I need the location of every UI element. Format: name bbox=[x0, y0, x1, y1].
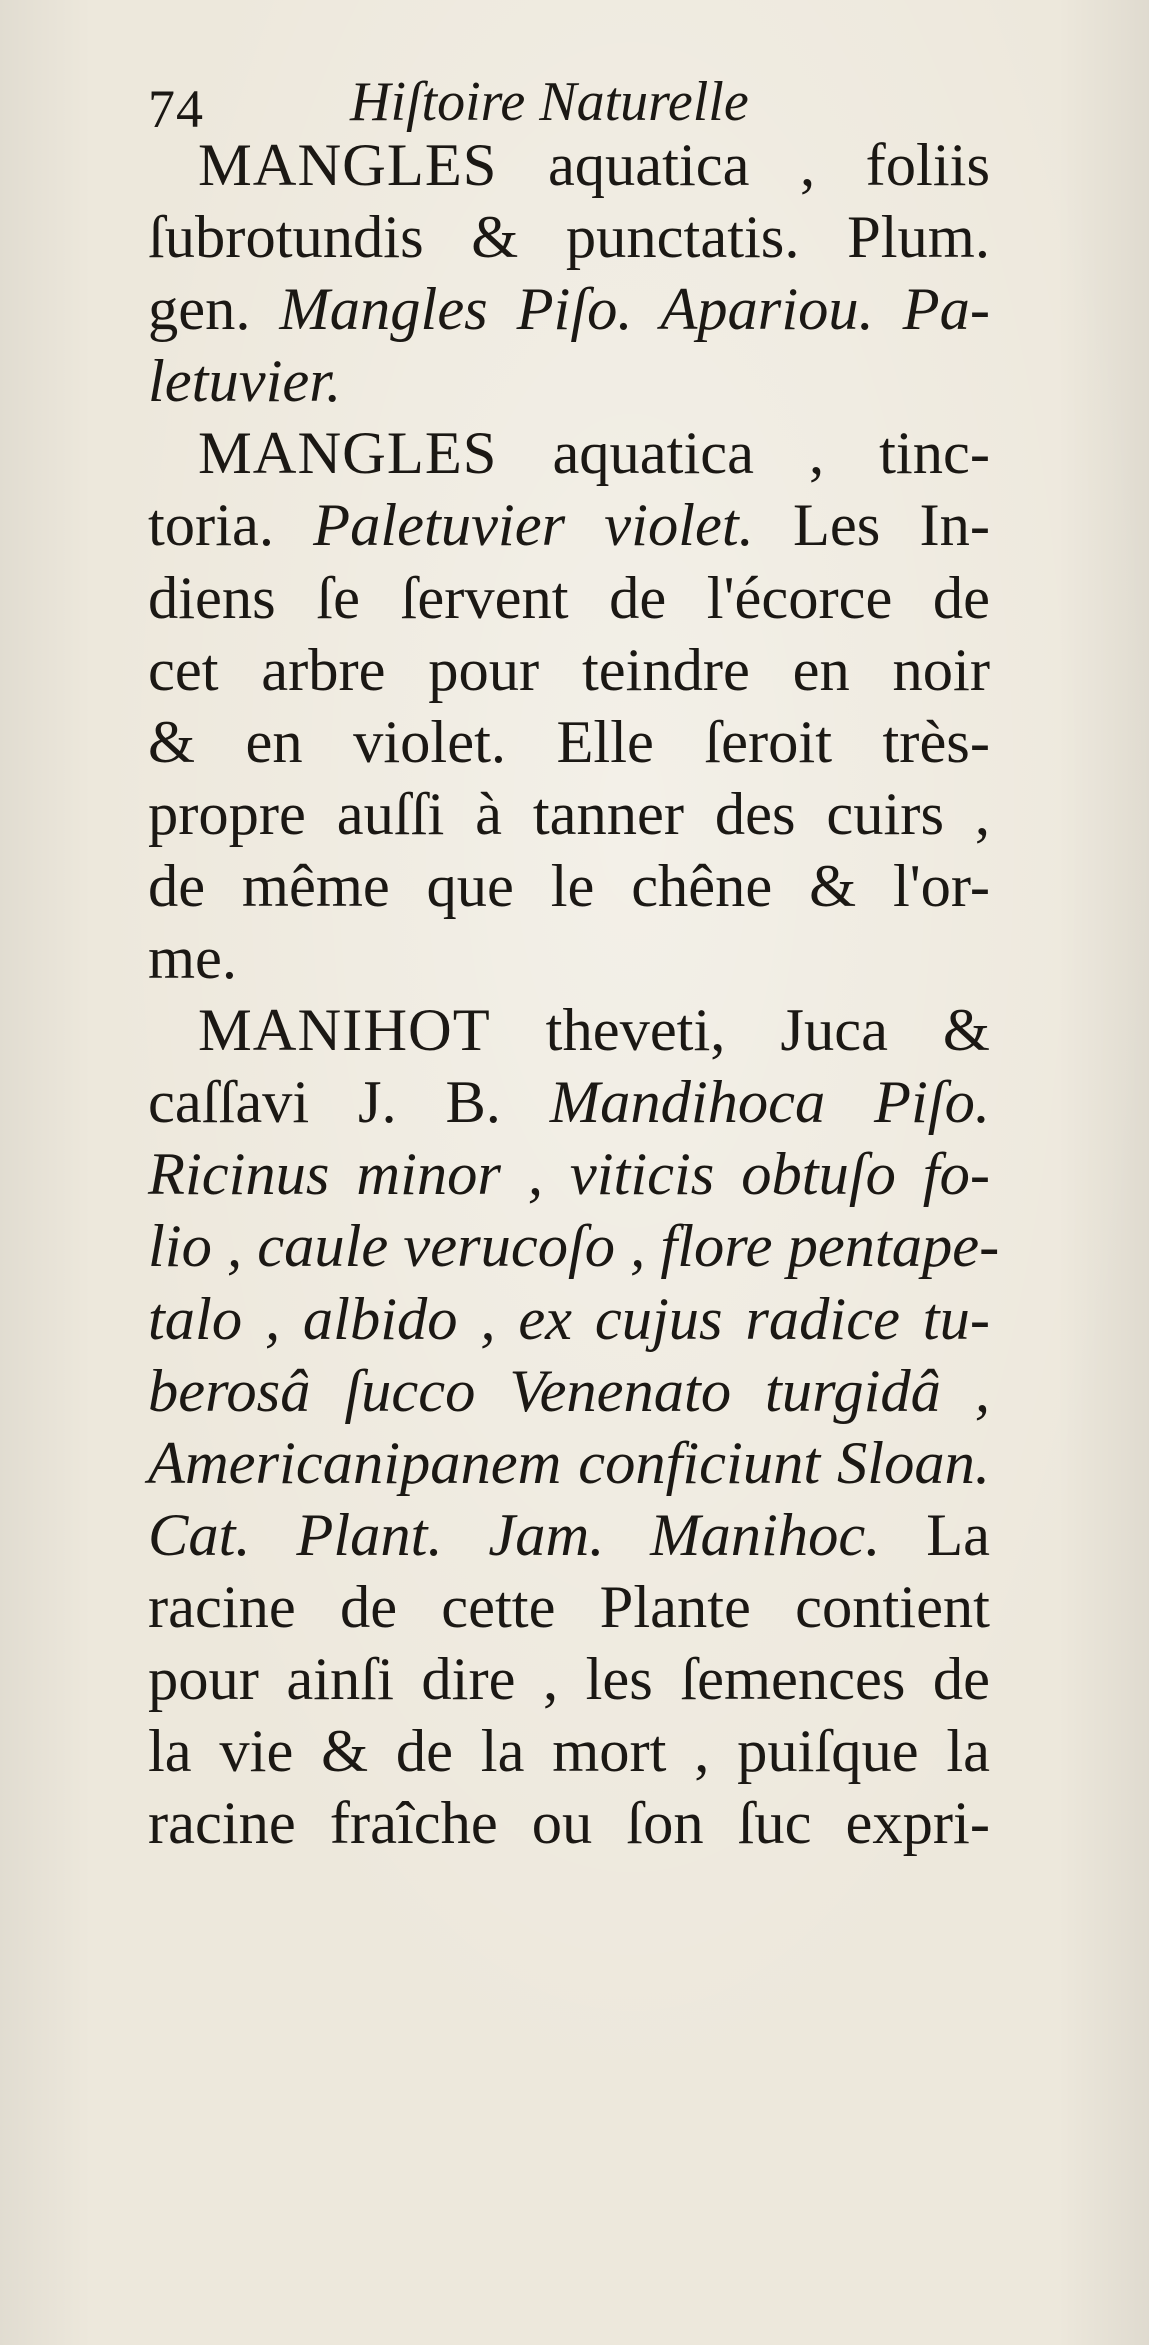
text-line: letuvier. bbox=[148, 348, 342, 416]
text-line: MANIHOT theveti, Juca & bbox=[198, 997, 990, 1065]
body-text bbox=[148, 130, 1000, 1860]
text-line: racine de cette Plante contient bbox=[148, 1573, 990, 1641]
text-line: ſubrotundis & punctatis. Plum. bbox=[148, 204, 990, 272]
text-line: talo , albido , ex cujus radice tu- bbox=[148, 1285, 990, 1353]
text-line: propre auſſi à tanner des cuirs , bbox=[148, 780, 990, 848]
text-line: MANGLES aquatica , tinc- bbox=[198, 420, 990, 488]
text-line: toria. Paletuvier violet. Les In- bbox=[148, 492, 990, 560]
text-line: racine fraîche ou ſon ſuc expri- bbox=[148, 1790, 990, 1858]
text-line: MANGLES aquatica , foliis bbox=[198, 132, 990, 199]
text-line: de même que le chêne & l'or- bbox=[148, 852, 990, 920]
text-line: gen. Mangles Piſo. Apariou. Pa- bbox=[148, 276, 990, 344]
text-line: Americanipanem conficiunt Sloan. bbox=[148, 1429, 990, 1497]
page-number: 74 bbox=[148, 79, 204, 139]
text-line: berosâ ſucco Venenato turgidâ , bbox=[148, 1357, 990, 1425]
text-line: Ricinus minor , viticis obtuſo fo- bbox=[148, 1141, 990, 1209]
entry-head: MANGLES bbox=[198, 132, 498, 199]
text-line: & en violet. Elle ſeroit très- bbox=[148, 708, 990, 776]
text-line: Cat. Plant. Jam. Manihoc. La bbox=[148, 1501, 991, 1569]
text-line: caſſavi J. B. Mandihoca Piſo. bbox=[148, 1069, 990, 1137]
text-line: pour ainſi dire , les ſemences de bbox=[148, 1645, 990, 1713]
entry-head: MANIHOT bbox=[198, 997, 491, 1065]
text-line: diens ſe ſervent de l'écorce de bbox=[148, 564, 990, 632]
text-line: la vie & de la mort , puiſque la bbox=[148, 1718, 990, 1786]
running-head: Hiſtoire Naturelle bbox=[350, 71, 749, 133]
text-line: cet arbre pour teindre en noir bbox=[148, 636, 990, 704]
text-line: me. bbox=[148, 925, 238, 993]
entry-head: MANGLES bbox=[198, 420, 498, 488]
text-line: lio , caule verucoſo , flore pentape- bbox=[148, 1213, 1000, 1281]
